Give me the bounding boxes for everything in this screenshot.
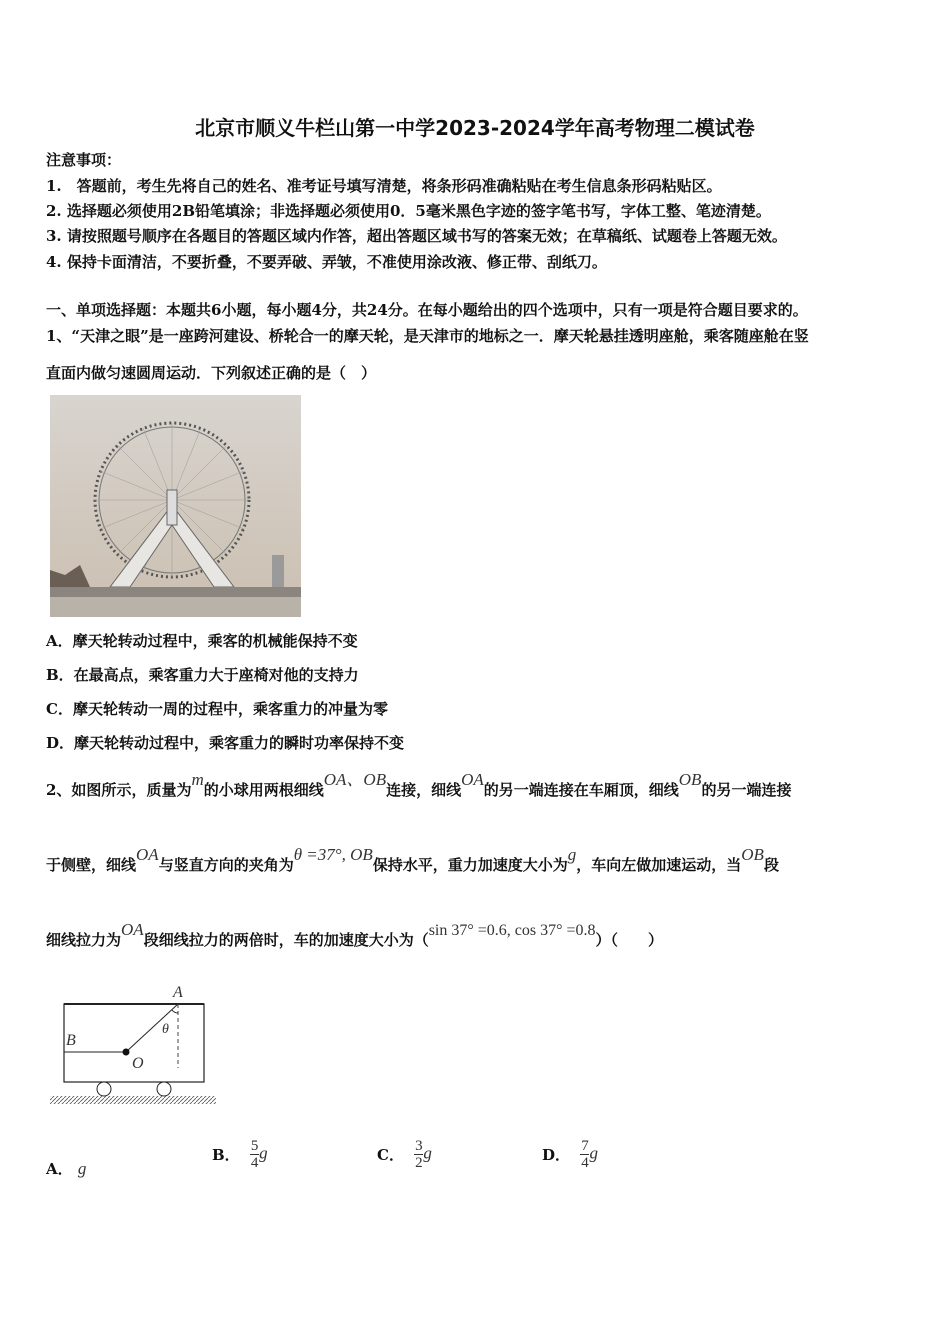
text: 保持水平，重力加速度大小为 (372, 856, 568, 874)
q2-option-b (212, 1138, 268, 1171)
math: θ =37°, OB (293, 845, 373, 864)
notice-item: 1. 答题前，考生先将自己的姓名、准考证号填写清楚，将条形码准确粘贴在考生信息条形码粘贴区。 (46, 177, 722, 195)
denominator: 4 (581, 1155, 589, 1171)
label-b: B (66, 1032, 76, 1049)
q2-stem-line2 (46, 845, 779, 875)
math: OB (678, 770, 702, 789)
label-theta: θ (162, 1022, 169, 1037)
math: OA (461, 770, 484, 789)
notice-item: 3. 请按照题号顺序在各题目的答题区域内作答，超出答题区域书写的答案无效；在草稿纸、试题卷上答题无效。 (46, 227, 787, 245)
q2-option-c (377, 1138, 432, 1171)
section-heading: 一、单项选择题：本题共6小题，每小题4分，共24分。在每小题给出的四个选项中，只有一项是符合题目要求的。 (46, 301, 808, 319)
label-o: O (132, 1055, 144, 1072)
denominator: 2 (415, 1155, 423, 1171)
option-label: D． (542, 1146, 571, 1164)
option-label: C． (377, 1146, 404, 1164)
ferris-wheel-photo (50, 395, 301, 617)
q2-stem-line1 (46, 770, 792, 800)
math: sin 37° =0.6, cos 37° =0.8 (428, 922, 596, 939)
q1-stem: 直面内做匀速圆周运动．下列叙述正确的是（ ） (46, 364, 377, 382)
option-label: A． (46, 1160, 73, 1178)
option-value: g (423, 1143, 432, 1163)
fraction (250, 1138, 259, 1171)
text: 与竖直方向的夹角为 (158, 856, 294, 874)
cart-diagram (48, 978, 218, 1108)
math: g (567, 845, 577, 864)
math: OA (121, 920, 144, 939)
q2-option-a (46, 1158, 86, 1179)
notice-heading: 注意事项： (46, 151, 122, 169)
notice-item: 4. 保持卡面清洁，不要折叠，不要弄破、弄皱，不准使用涂改液、修正带、刮纸刀。 (46, 253, 607, 271)
math: OB (741, 845, 764, 864)
text: ）（ ） (595, 931, 664, 949)
text: 细线拉力为 (46, 931, 122, 949)
text: 段 (763, 856, 779, 874)
q1-option-a: A．摩天轮转动过程中，乘客的机械能保持不变 (46, 632, 358, 650)
option-value: g (589, 1143, 598, 1163)
numerator: 7 (581, 1138, 589, 1154)
text: 2、如图所示，质量为 (46, 781, 192, 799)
text: 的另一端连接 (701, 781, 792, 799)
text: 的另一端连接在车厢顶，细线 (483, 781, 679, 799)
text: ，车向左做加速运动，当 (576, 856, 742, 874)
text: 段细线拉力的两倍时，车的加速度大小为（ (143, 931, 429, 949)
notice-item: 2. 选择题必须使用2B铅笔填涂；非选择题必须使用0．5毫米黑色字迹的签字笔书写，字体工整、笔迹清楚。 (46, 202, 771, 220)
denominator: 4 (250, 1155, 259, 1171)
numerator: 3 (415, 1138, 423, 1154)
option-value: g (77, 1159, 87, 1178)
q1-stem: 1、“天津之眼”是一座跨河建设、桥轮合一的摩天轮，是天津市的地标之一．摩天轮悬挂透明座舱，乘客随座舱在竖 (46, 327, 809, 345)
text: 于侧壁，细线 (46, 856, 137, 874)
math: m (191, 770, 204, 789)
option-label: B． (212, 1146, 240, 1164)
q2-option-d (542, 1138, 598, 1171)
q2-stem-line3 (46, 920, 664, 951)
text: 的小球用两根细线 (203, 781, 324, 799)
page-title: 北京市顺义牛栏山第一中学2023-2024学年高考物理二模试卷 (195, 116, 755, 140)
option-value: g (259, 1143, 268, 1163)
q1-option-b: B．在最高点，乘客重力大于座椅对他的支持力 (46, 666, 359, 684)
label-a: A (173, 984, 183, 1001)
math: OA、OB (323, 770, 387, 789)
q1-option-c: C．摩天轮转动一周的过程中，乘客重力的冲量为零 (46, 700, 388, 718)
math: OA (136, 845, 159, 864)
text: 连接，细线 (386, 781, 462, 799)
numerator: 5 (250, 1138, 259, 1154)
q1-option-d: D．摩天轮转动过程中，乘客重力的瞬时功率保持不变 (46, 734, 405, 752)
